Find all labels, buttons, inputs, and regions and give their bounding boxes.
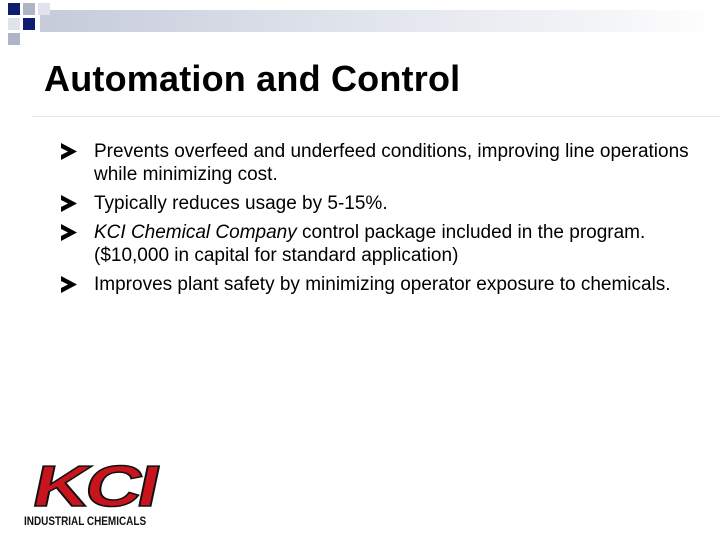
bullet-item xyxy=(60,192,700,215)
kci-logo xyxy=(20,458,162,530)
slide-title: Automation and Control xyxy=(44,58,461,99)
bullet-list xyxy=(60,140,700,302)
accent-square xyxy=(8,3,20,15)
accent-square xyxy=(23,3,35,15)
bullet-text: Improves plant safety by minimizing operator exposure to chemicals. xyxy=(94,274,671,295)
bullet-text: Typically reduces usage by 5-15%. xyxy=(94,193,388,214)
bullet-text: Prevents overfeed and underfeed conditions, improving line operations while minimizing cost. xyxy=(94,141,689,185)
accent-square xyxy=(23,18,35,30)
header-band xyxy=(40,10,720,32)
bullet-item xyxy=(60,273,700,296)
arrow-bullet-icon xyxy=(60,275,78,294)
kci-logo-mark xyxy=(20,458,162,512)
title-divider xyxy=(32,116,720,117)
bullet-item xyxy=(60,221,700,267)
accent-square xyxy=(38,3,50,15)
arrow-bullet-icon xyxy=(60,194,78,213)
arrow-bullet-icon xyxy=(60,142,78,161)
arrow-bullet-icon xyxy=(60,223,78,242)
bullet-item xyxy=(60,140,700,186)
accent-square xyxy=(8,18,20,30)
company-name: KCI Chemical Company xyxy=(94,222,297,243)
svg-text:KCI: KCI xyxy=(27,458,132,512)
logo-subtitle: INDUSTRIAL CHEMICALS xyxy=(24,514,147,528)
accent-square xyxy=(8,33,20,45)
bullet-text: control package included in the program. ($10,000 in capital for standard application) xyxy=(94,222,646,266)
